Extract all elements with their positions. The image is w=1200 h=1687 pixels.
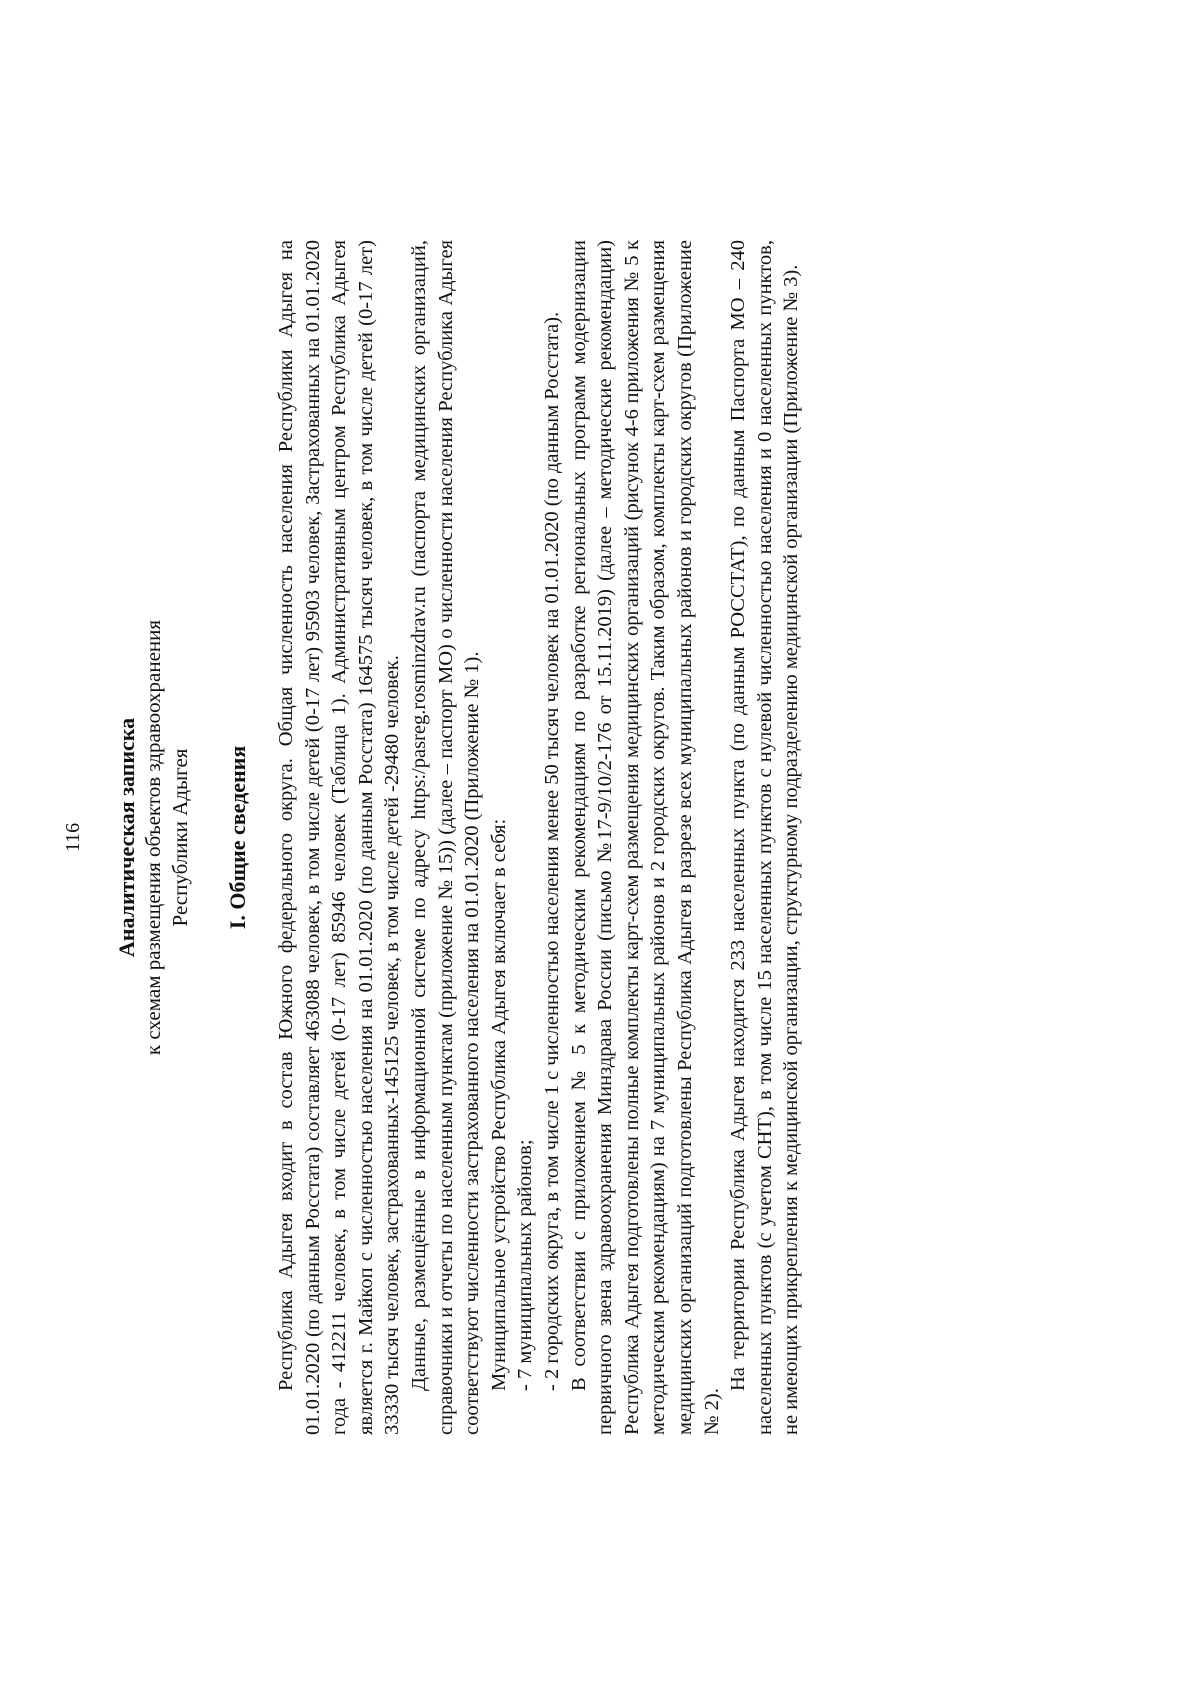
document-subtitle-line2: Республики Адыгея [168, 748, 192, 927]
paragraph-settlements: На территории Республика Адыгея находится 233 населенных пункта (по данным РОССТАТ), по данным Паспорта МО – 240 населенных пунктов (с учетом СНТ), в том числе 15 населенных пунктов с нулевой численностью населения и 0 населенных пунктов, не имеющих прикрепления к медицинской организации, структурному подразделению медицинской организации (Приложение № 3). [727, 240, 803, 1435]
document-title: Аналитическая записка [114, 717, 139, 958]
page-number: 116 [62, 822, 84, 853]
paragraph-population: Республика Адыгея входит в состав Южного федерального округа. Общая численность населения Республики Адыгея на 01.01.2020 (по данным Росстата) составляет 463088 человек, в том числе детей (0-17 лет) 95903 человек, Застрахованных на 01.01.2020 года - 412211 человек, в том числе детей (0-17 лет) 85946 человек (Таблица 1). Административным центром Республика Адыгея является г. Майкоп с численностью населения на 01.01.2020 (по данным Росстата) 164575 тысяч человек, в том числе детей (0-17 лет) 33330 тысяч человек, застрахованных-145125 человек, в том числе детей -29480 человек. [275, 240, 404, 1435]
list-item-city-districts: - 2 городских округа, в том числе 1 с численностью населения менее 50 тысяч человек на 01.01.2020 (по данным Росстата). [540, 311, 563, 1391]
section-heading: I. Общие сведения [225, 745, 250, 930]
list-item-municipal-districts: - 7 муниципальных районов; [514, 1139, 537, 1391]
paragraph-information-system: Данные, размещённые в информационной системе по адресу https:/pasreg.rosminzdrav.ru (паспорта медицинских организаций, справочники и отчеты по населенным пунктам (приложение № 15)) (далее – паспорт МО) о численности населения Республика Адыгея соответствуют численности застрахованного населения на 01.01.2020 (Приложение № 1). [407, 240, 484, 1435]
document-body [273, 240, 805, 1435]
document-header [113, 240, 194, 1435]
paragraph-methodical-recommendations: В соответствии с приложением № 5 к методическим рекомендациям по разработке региональных программ модернизации первичного звена здравоохранения Минздрава России (письмо №17-9/10/2-176 от 15.11.2019) (далее – методические рекомендации) Республика Адыгея подготовлены полные комплекты карт-схем размещения медицинских организаций (рисунок 4-6 приложения № 5 к методическим рекомендациям) на 7 муниципальных районов и 2 городских округов. Таким образом, комплекты карт-схем размещения медицинских организаций подготовлены Республика Адыгея в разрезе всех муниципальных районов и городских округов (Приложение № 2). [567, 240, 723, 1435]
document-subtitle-line1: к схемам размещения объектов здравоохранения [141, 619, 165, 1056]
paragraph-municipal-structure: Муниципальное устройство Республика Адыгея включает в себя: [487, 818, 510, 1391]
